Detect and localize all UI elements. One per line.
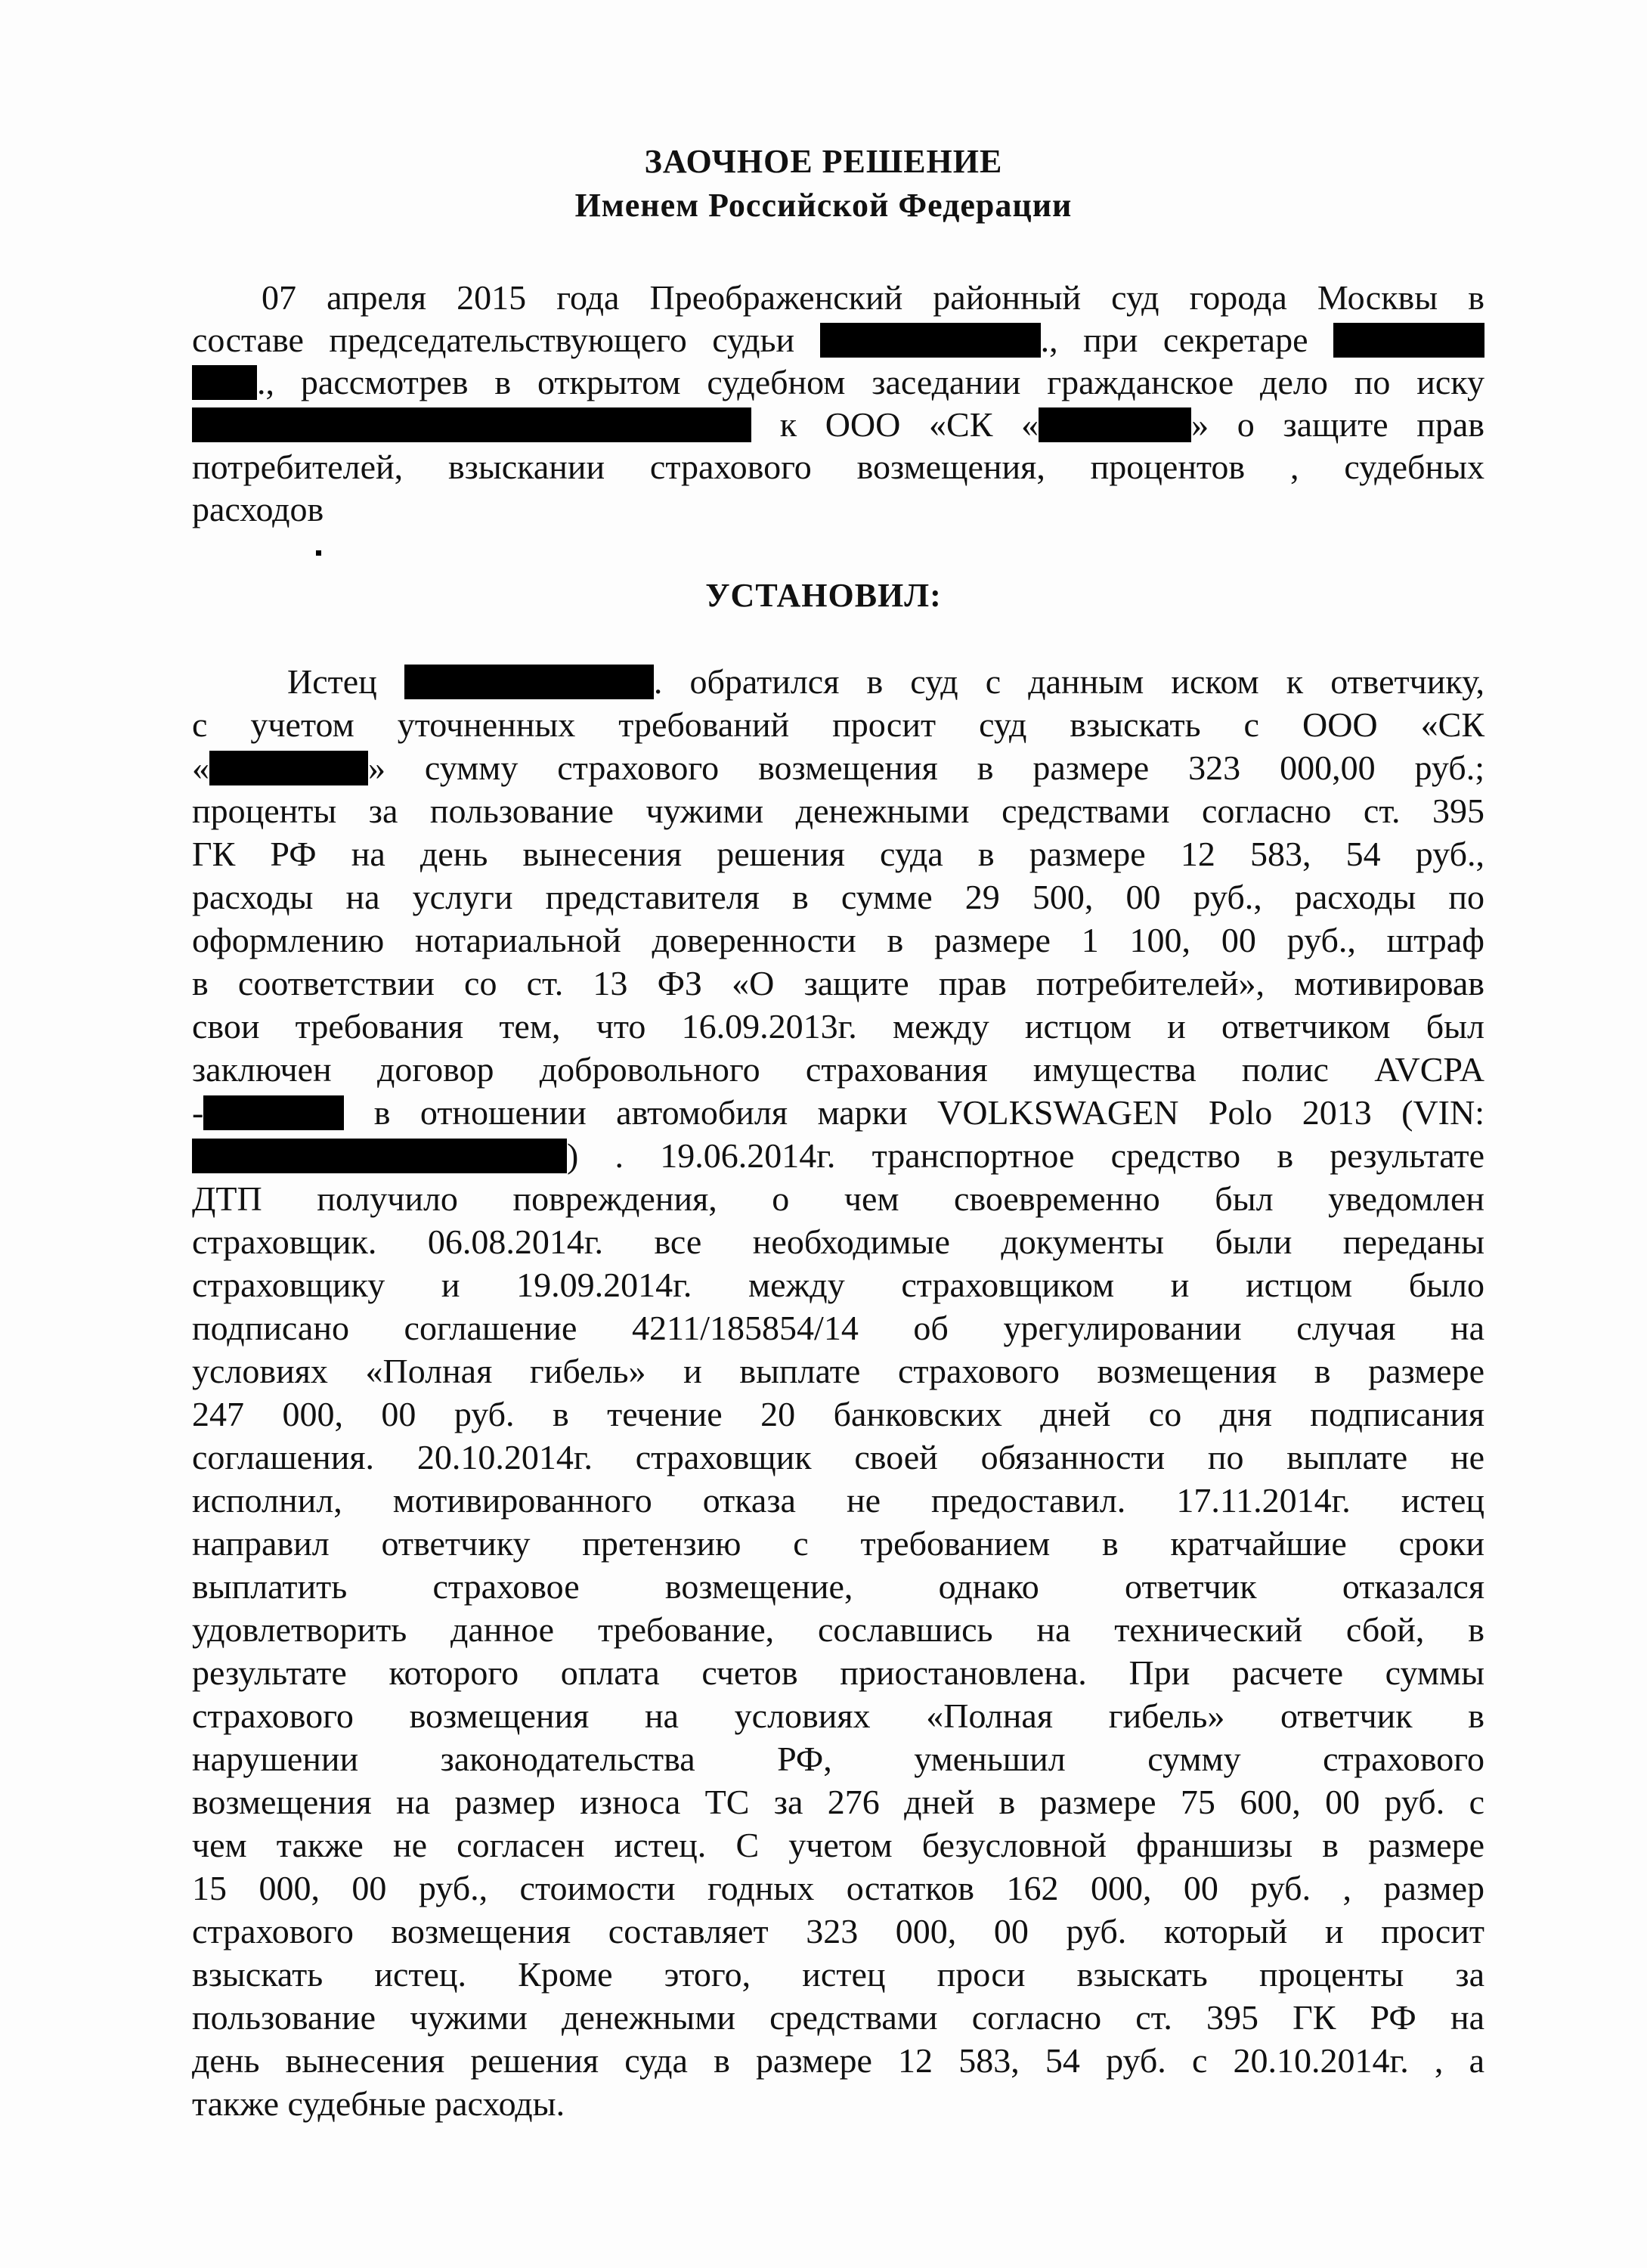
- body-line-5: [192, 833, 1484, 875]
- body-text: . обратился в суд с данным иском к ответчику,: [653, 662, 1485, 701]
- redaction-block: [1039, 407, 1191, 442]
- body-text: Истец: [287, 662, 377, 701]
- intro-text: составе председательствующего судьи: [192, 321, 795, 359]
- redaction-block: [192, 1139, 567, 1173]
- body-line-23: [192, 1609, 1484, 1651]
- redaction-block: [203, 1095, 344, 1130]
- body-text: страховщику и 19.09.2014г. между страховщиком и истцом было: [192, 1266, 1484, 1304]
- body-text: в отношении автомобиля марки VOLKSWAGEN Polo 2013 (VIN:: [373, 1093, 1484, 1132]
- document-subtitle: Именем Российской Федерации: [574, 187, 1073, 224]
- body-line-11: [192, 1092, 1484, 1134]
- body-line-25: [192, 1695, 1484, 1737]
- body-line-20: [192, 1479, 1484, 1522]
- body-text: свои требования тем, что 16.09.2013г. между истцом и ответчиком был: [192, 1007, 1484, 1046]
- body-line-16: [192, 1307, 1484, 1349]
- body-line-33: [192, 2040, 1484, 2082]
- intro-line-5: [192, 446, 1484, 488]
- body-line-10: [192, 1049, 1484, 1091]
- intro-line-6: [192, 488, 1484, 531]
- body-line-18: [192, 1393, 1484, 1436]
- body-text: страхового возмещения на условиях «Полная гибель» ответчик в: [192, 1696, 1484, 1735]
- intro-text: ., рассмотрев в открытом судебном заседании гражданское дело по иску: [257, 363, 1484, 401]
- body-line-3: [192, 747, 1484, 789]
- body-text: исполнил, мотивированного отказа не предоставил. 17.11.2014г. истец: [192, 1481, 1484, 1520]
- body-text: соглашения. 20.10.2014г. страховщик своей обязанности по выплате не: [192, 1438, 1484, 1476]
- intro-text: к ООО «СК «: [779, 405, 1039, 444]
- body-line-13: [192, 1178, 1484, 1220]
- redaction-block: [1333, 323, 1484, 358]
- body-text: 15 000, 00 руб., стоимости годных остатков 162 000, 00 руб. , размер: [192, 1869, 1484, 1907]
- redaction-block: [820, 323, 1041, 358]
- redaction-block: [192, 365, 257, 400]
- body-line-2: [192, 704, 1484, 746]
- body-line-17: [192, 1350, 1484, 1393]
- intro-line-2: [192, 319, 1484, 361]
- body-line-15: [192, 1264, 1484, 1306]
- body-line-31: [192, 1954, 1484, 1996]
- body-line-6: [192, 876, 1484, 919]
- body-line-21: [192, 1523, 1484, 1565]
- body-text: заключен договор добровольного страхования имущества полис AVCPA: [192, 1050, 1484, 1089]
- body-text: ГК РФ на день вынесения решения суда в размере 12 583, 54 руб.,: [192, 835, 1484, 873]
- body-text: -: [192, 1093, 204, 1132]
- body-text: в соответствии со ст. 13 ФЗ «О защите прав потребителей», мотивировав: [192, 964, 1484, 1002]
- body-text: направил ответчику претензию с требованием в кратчайшие сроки: [192, 1524, 1484, 1563]
- redaction-block: [209, 751, 368, 785]
- body-line-27: [192, 1781, 1484, 1823]
- body-line-7: [192, 919, 1484, 962]
- body-line-14: [192, 1221, 1484, 1263]
- body-line-28: [192, 1824, 1484, 1867]
- body-text: удовлетворить данное требование, сославшись на технический сбой, в: [192, 1610, 1484, 1649]
- body-text: выплатить страховое возмещение, однако ответчик отказался: [192, 1567, 1484, 1606]
- body-text: оформлению нотариальной доверенности в размере 1 100, 00 руб., штраф: [192, 921, 1484, 959]
- intro-text: ., при секретаре: [1040, 321, 1308, 359]
- body-text: чем также не согласен истец. С учетом безусловной франшизы в размере: [192, 1826, 1484, 1864]
- body-line-29: [192, 1867, 1484, 1910]
- intro-text: » о защите прав: [1191, 405, 1485, 444]
- body-line-32: [192, 1997, 1484, 2039]
- body-text: результате которого оплата счетов приостановлена. При расчете суммы: [192, 1653, 1484, 1692]
- section-title: УСТАНОВИЛ:: [705, 577, 942, 614]
- body-text: пользование чужими денежными средствами согласно ст. 395 ГК РФ на: [192, 1998, 1484, 2037]
- body-text: 247 000, 00 руб. в течение 20 банковских дней со дня подписания: [192, 1395, 1484, 1433]
- body-text: ) . 19.06.2014г. транспортное средство в результате: [567, 1136, 1484, 1175]
- body-text: страховщик. 06.08.2014г. все необходимые документы были переданы: [192, 1222, 1484, 1261]
- body-line-8: [192, 962, 1484, 1005]
- body-text: подписано соглашение 4211/185854/14 об урегулировании случая на: [192, 1309, 1484, 1347]
- body-text: страхового возмещения составляет 323 000, 00 руб. который и просит: [192, 1912, 1484, 1950]
- body-text: условиях «Полная гибель» и выплате страхового возмещения в размере: [192, 1352, 1484, 1390]
- intro-text: 07 апреля 2015 года Преображенский районный суд города Москвы в: [262, 278, 1484, 317]
- body-text: проценты за пользование чужими денежными средствами согласно ст. 395: [192, 792, 1484, 830]
- body-text: расходы на услуги представителя в сумме 29 500, 00 руб., расходы по: [192, 878, 1484, 916]
- body-line-4: [192, 790, 1484, 832]
- body-line-30: [192, 1910, 1484, 1953]
- redaction-block: [404, 665, 654, 699]
- body-text: «: [192, 748, 209, 787]
- body-line-24: [192, 1652, 1484, 1694]
- body-line-19: [192, 1436, 1484, 1479]
- body-line-12: [192, 1135, 1484, 1177]
- body-text: возмещения на размер износа ТС за 276 дней в размере 75 600, 00 руб. с: [192, 1783, 1484, 1821]
- body-line-1: [192, 661, 1484, 703]
- stray-dot: [316, 550, 321, 556]
- body-text: нарушении законодательства РФ, уменьшил сумму страхового: [192, 1740, 1484, 1778]
- redaction-block: [192, 407, 751, 442]
- intro-text: расходов: [192, 490, 324, 528]
- intro-line-1: [192, 277, 1484, 319]
- body-line-9: [192, 1005, 1484, 1048]
- intro-line-4: [192, 404, 1484, 446]
- body-text: также судебные расходы.: [192, 2084, 565, 2123]
- body-line-34: [192, 2083, 1484, 2125]
- body-text: день вынесения решения суда в размере 12 583, 54 руб. с 20.10.2014г. , а: [192, 2041, 1484, 2080]
- body-line-26: [192, 1738, 1484, 1780]
- body-text: ДТП получило повреждения, о чем своевременно был уведомлен: [192, 1179, 1484, 1218]
- body-text: » сумму страхового возмещения в размере 323 000,00 руб.;: [368, 748, 1484, 787]
- document-title: ЗАОЧНОЕ РЕШЕНИЕ: [644, 143, 1003, 180]
- intro-text: потребителей, взыскании страхового возмещения, процентов , судебных: [192, 448, 1484, 486]
- body-text: взыскать истец. Кроме этого, истец проси взыскать проценты за: [192, 1955, 1484, 1994]
- intro-line-3: [192, 361, 1484, 404]
- body-text: с учетом уточненных требований просит суд взыскать с ООО «СК: [192, 705, 1484, 744]
- body-line-22: [192, 1566, 1484, 1608]
